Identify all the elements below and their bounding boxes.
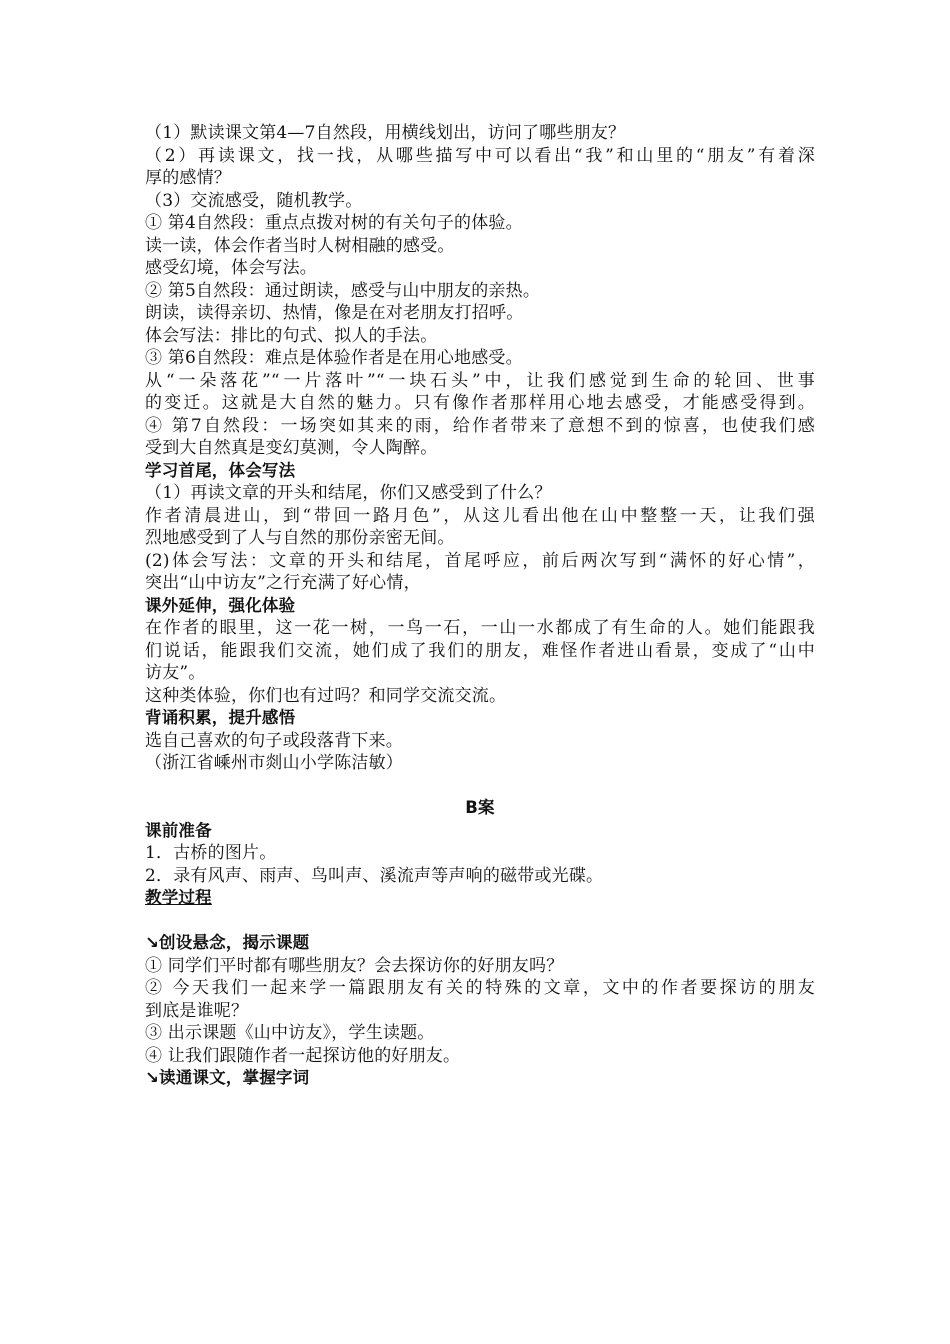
text-line: 1．古桥的图片。: [145, 843, 277, 863]
text-line: 选自己喜欢的句子或段落背下来。: [145, 730, 403, 751]
section-heading: 学习首尾，体会写法: [145, 460, 296, 480]
section-b-process: [145, 932, 815, 1090]
text-line: ① 同学们平时都有哪些朋友？会去探访你的好朋友吗？: [145, 955, 564, 976]
text-line: 在作者的眼里，这一花一树，一鸟一石，一山一水都成了有生命的人。她们能跟我: [145, 618, 815, 638]
text-line: ③ 出示课题《山中访友》，学生读题。: [145, 1023, 435, 1043]
section-b-prep: [145, 820, 815, 910]
text-line: （浙江省嵊州市剡山小学陈洁敏）: [145, 753, 403, 773]
section-heading: 课前准备: [145, 820, 212, 840]
text-line: ② 第5自然段：通过朗读，感受与山中朋友的亲热。: [145, 280, 541, 301]
text-line: 从“一朵落花”“一片落叶”“一块石头”中，让我们感觉到生命的轮回、世事: [145, 370, 815, 391]
text-line: 2．录有风声、雨声、鸟叫声、溪流声等声响的磁带或光碟。: [145, 865, 604, 886]
text-line: ④ 第7自然段：一场突如其来的雨，给作者带来了意想不到的惊喜，也使我们感: [145, 415, 815, 436]
section-heading: 课外延伸，强化体验: [145, 595, 296, 615]
section-heading: ↘创设悬念，揭示课题: [145, 933, 310, 952]
text-line: ③ 第6自然段：难点是体验作者是在用心地感受。: [145, 348, 523, 368]
section-b-title: B案: [465, 798, 495, 817]
text-line: 烈地感受到了人与自然的那份亲密无间。: [145, 528, 455, 548]
text-line: 读一读，体会作者当时人树相融的感受。: [145, 235, 455, 256]
text-line: （1）再读文章的开头和结尾，你们又感受到了什么？: [145, 483, 552, 503]
section-heading: 背诵积累，提升感悟: [145, 708, 296, 727]
section-heading: 教学过程: [145, 888, 212, 907]
text-line: ② 今天我们一起来学一篇跟朋友有关的特殊的文章，文中的作者要探访的朋友: [145, 978, 815, 998]
text-line: 到底是谁呢？: [145, 1000, 249, 1021]
text-line: 朗读，读得亲切、热情，像是在对老朋友打招呼。: [145, 303, 524, 323]
text-line: 厚的感情？: [145, 168, 231, 188]
text-line: 突出“山中访友”之行充满了好心情，: [145, 573, 421, 593]
text-line: 感受幻境，体会写法。: [145, 258, 317, 278]
text-line: 受到大自然真是变幻莫测，令人陶醉。: [145, 438, 438, 458]
text-line: 这种类体验，你们也有过吗？和同学交流交流。: [145, 685, 507, 706]
spacer: [145, 910, 815, 933]
text-line: 体会写法：排比的句式、拟人的手法。: [145, 325, 438, 346]
text-line: ① 第4自然段：重点点拨对树的有关句子的体验。: [145, 213, 523, 233]
text-line: （2）再读课文，找一找，从哪些描写中可以看出“我”和山里的“朋友”有着深: [145, 145, 815, 166]
text-line: 作者清晨进山，到“带回一路月色”，从这儿看出他在山中整整一天，让我们强: [145, 505, 815, 526]
text-line: （3）交流感受，随机教学。: [145, 190, 363, 211]
document-page: [145, 122, 815, 1090]
text-line: （1）默读课文第4—7自然段，用横线划出，访问了哪些朋友？: [145, 123, 626, 143]
text-line: (2)体会写法：文章的开头和结尾，首尾呼应，前后两次写到“满怀的好心情”，: [145, 550, 815, 571]
spacer: [145, 775, 815, 798]
text-line: ④ 让我们跟随作者一起探访他的好朋友。: [145, 1045, 461, 1066]
section-a: [145, 122, 815, 775]
section-heading: ↘读通课文，掌握字词: [145, 1068, 310, 1087]
text-line: 们说话，能跟我们交流，她们成了我们的朋友，难怪作者进山看景，变成了“山中: [145, 640, 815, 661]
text-line: 访友”。: [145, 663, 206, 683]
text-line: 的变迁。这就是大自然的魅力。只有像作者那样用心地去感受，才能感受得到。: [145, 393, 815, 413]
